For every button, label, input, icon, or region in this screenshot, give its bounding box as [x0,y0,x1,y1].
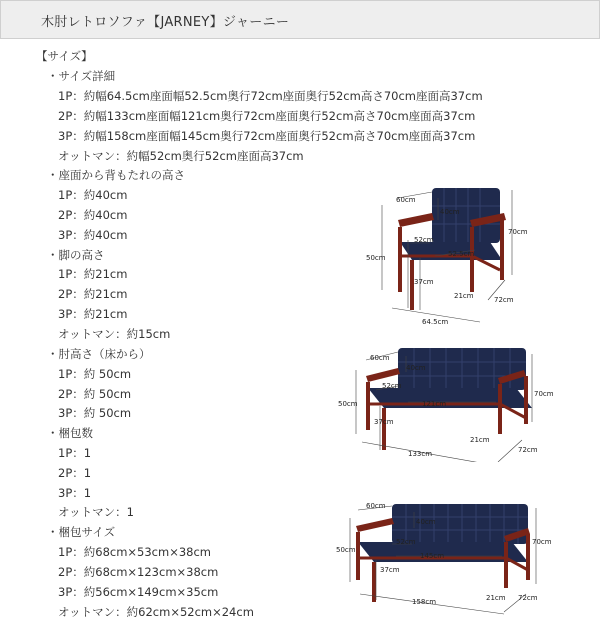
dim-arm-height: 50cm [336,546,356,554]
spec-item: 3P：1 [58,486,92,500]
page-title: 木肘レトロソファ【JARNEY】ジャーニー [41,15,290,30]
spec-item: 1P：約21cm [58,267,128,281]
dim-full-depth: 72cm [494,296,514,304]
spec-item: 3P：約40cm [58,228,128,242]
dim-depth: 60cm [366,502,386,510]
dim-leg-height: 21cm [470,436,490,444]
one-seater-illustration [398,188,506,310]
spec-item: オットマン：約幅52cm奥行52cm座面高37cm [58,149,304,163]
dim-leg-height: 21cm [454,292,474,300]
spec-item: 1P：約幅64.5cm座面幅52.5cm奥行72cm座面奥行52cm高さ70cm座面高37cm [58,89,483,103]
section-label: 【サイズ】 [36,49,93,63]
spec-item: 1P：約 50cm [58,367,132,381]
dim-arm-height: 50cm [366,254,386,262]
header-bar [0,0,600,39]
dim-arm-height: 50cm [338,400,358,408]
dim-seat-width: 121cm [422,400,447,408]
spec-item: 1P：約40cm [58,188,128,202]
one-seater-diagram [360,180,530,330]
dim-full-depth: 72cm [518,446,538,454]
group-title-leg-height: ・脚の高さ [47,248,105,262]
group-title-size-detail: ・サイズ詳細 [47,69,116,83]
three-seater-diagram [336,496,558,618]
spec-item: 2P：1 [58,466,92,480]
dim-width: 64.5cm [422,318,449,326]
two-seater-illustration [366,348,532,450]
group-title-back-height: ・座面から背もたれの高さ [47,168,185,182]
spec-item: 2P：約68cm×123cm×38cm [58,565,219,579]
group-title-package-count: ・梱包数 [47,426,93,440]
spec-item: 3P：約21cm [58,307,128,321]
group-title-package-size: ・梱包サイズ [47,525,116,539]
spec-item: 3P：約56cm×149cm×35cm [58,585,219,599]
spec-item: 1P：1 [58,446,92,460]
spec-item: 3P：約 50cm [58,406,132,420]
spec-item: 2P：約 50cm [58,387,132,401]
dim-depth: 60cm [370,354,390,362]
dim-full-depth: 72cm [518,594,538,602]
two-seater-diagram [336,342,558,462]
dim-seat-depth: 52cm [414,236,434,244]
spec-item: 2P：約21cm [58,287,128,301]
dim-height: 70cm [508,228,528,236]
dim-leg-height: 21cm [486,594,506,602]
dim-seat-height: 37cm [374,418,394,426]
spec-item: 1P：約68cm×53cm×38cm [58,545,211,559]
spec-item: オットマン：約62cm×52cm×24cm [58,605,254,619]
dim-seat-depth: 52cm [382,382,402,390]
dim-width: 133cm [408,450,433,458]
dim-depth: 60cm [396,196,416,204]
dim-seat-width: 52.5cm [448,250,475,258]
dim-height: 70cm [534,390,554,398]
dim-back-height: 40cm [440,208,460,216]
dim-width: 158cm [412,598,437,606]
dim-seat-height: 37cm [380,566,400,574]
dim-seat-depth: 52cm [396,538,416,546]
dim-seat-height: 37cm [414,278,434,286]
spec-item: 3P：約幅158cm座面幅145cm奥行72cm座面奥行52cm高さ70cm座面高37cm [58,129,476,143]
spec-item: オットマン：1 [58,505,134,519]
spec-item: 2P：約40cm [58,208,128,222]
dim-height: 70cm [532,538,552,546]
group-title-arm-height: ・肘高さ（床から） [47,347,151,361]
dim-seat-width: 145cm [420,552,445,560]
dim-back-height: 40cm [406,364,426,372]
spec-item: オットマン：約15cm [58,327,171,341]
dim-back-height: 40cm [416,518,436,526]
spec-item: 2P：約幅133cm座面幅121cm奥行72cm座面奥行52cm高さ70cm座面高37cm [58,109,476,123]
